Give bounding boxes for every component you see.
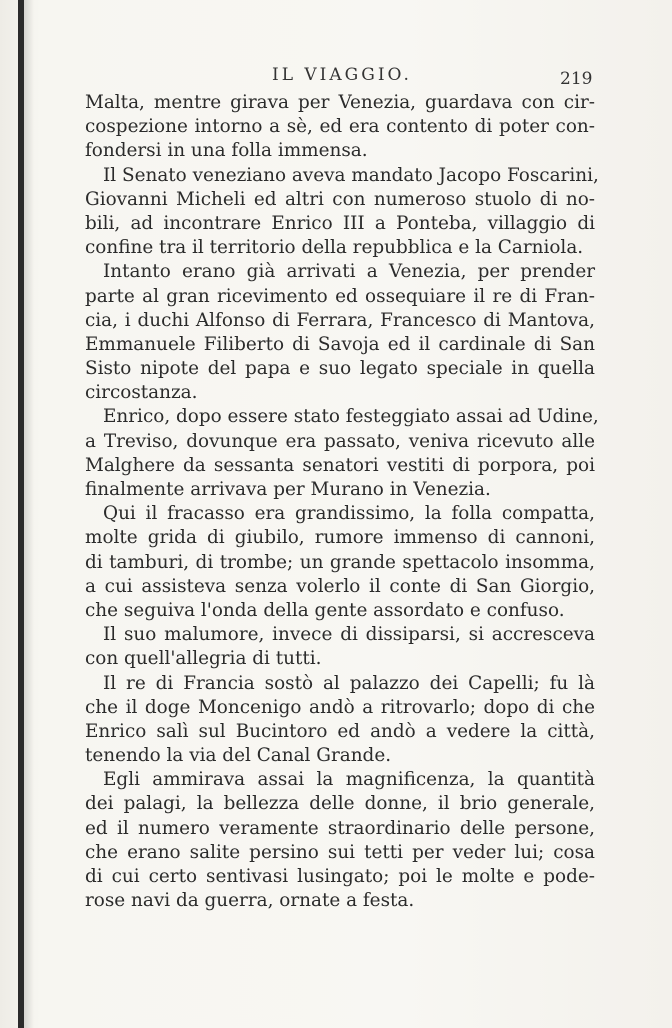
text-line: Enrico, dopo essere stato festeggiato assai ad Udine, — [103, 406, 599, 428]
body-text — [85, 91, 599, 913]
text-line: Sisto nipote del papa e suo legato speciale in quella — [85, 358, 595, 380]
text-line: Qui il fracasso era grandissimo, la folla compatta, — [103, 503, 595, 525]
text-line: ed il numero veramente straordinario delle persone, — [85, 817, 595, 839]
paragraph — [85, 672, 595, 769]
paragraph — [85, 502, 595, 623]
text-line: fondersi in una folla immensa. — [85, 140, 368, 162]
paragraph — [85, 91, 595, 164]
text-line: Enrico salì sul Bucintoro ed andò a vedere la città, — [85, 720, 595, 742]
text-line: circostanza. — [85, 382, 198, 404]
text-line: di cui certo sentivasi lusingato; poi le molte e pode- — [85, 866, 595, 887]
page-number: 219 — [560, 69, 593, 89]
text-line: finalmente arrivava per Murano in Venezia. — [85, 479, 491, 500]
paragraph — [85, 405, 599, 502]
text-line: Egli ammirava assai la magnificenza, la quantità — [103, 769, 595, 791]
chapter-title: IL VIAGGIO. — [272, 65, 412, 85]
text-line: Giovanni Micheli ed altri con numeroso stuolo di no- — [85, 188, 595, 210]
text-line: Il suo malumore, invece di dissiparsi, si accresceva — [103, 624, 595, 646]
text-line: che seguiva l'onda della gente assordato e confuso. — [85, 599, 565, 621]
paragraph — [85, 623, 595, 671]
text-line: che erano salite persino sui tetti per veder lui; cosa — [85, 841, 595, 863]
text-line: molte grida di giubilo, rumore immenso di cannoni, — [85, 527, 595, 549]
text-line: Il re di Francia sostò al palazzo dei Capelli; fu là — [103, 672, 595, 694]
text-line: bili, ad incontrare Enrico III a Ponteba, villaggio di — [85, 212, 595, 234]
text-line: Malta, mentre girava per Venezia, guardava con cir- — [85, 92, 595, 113]
page-binding-shadow — [24, 0, 34, 1028]
running-head — [0, 63, 672, 93]
paragraph — [85, 768, 595, 913]
text-line: Il Senato veneziano aveva mandato Jacopo Foscarini, — [103, 164, 599, 186]
text-line: di tamburi, di trombe; un grande spettacolo insomma, — [85, 551, 595, 573]
text-line: dei palagi, la bellezza delle donne, il brio generale, — [85, 793, 595, 815]
text-line: tenendo la via del Canal Grande. — [85, 745, 392, 767]
paragraph — [85, 260, 595, 405]
paragraph — [85, 164, 599, 261]
text-line: parte al gran ricevimento ed ossequiare il re di Fran- — [85, 285, 595, 307]
text-line: a Treviso, dovunque era passato, veniva ricevuto alle — [85, 430, 595, 452]
text-line: che il doge Moncenigo andò a ritrovarlo; dopo di che — [85, 696, 595, 718]
text-line: Emmanuele Filiberto di Savoja ed il cardinale di San — [85, 333, 595, 355]
text-line: con quell'allegria di tutti. — [85, 648, 322, 670]
text-line: confine tra il territorio della repubblica e la Carniola. — [85, 237, 584, 259]
text-line: a cui assisteva senza volerlo il conte di San Giorgio, — [85, 575, 595, 597]
text-line: Malghere da sessanta senatori vestiti di porpora, poi — [85, 454, 595, 476]
text-line: cospezione intorno a sè, ed era contento di poter con- — [85, 116, 595, 138]
text-line: cia, i duchi Alfonso di Ferrara, Francesco di Mantova, — [85, 309, 595, 331]
text-line: Intanto erano già arrivati a Venezia, per prender — [103, 261, 595, 283]
text-line: rose navi da guerra, ornate a festa. — [85, 890, 415, 912]
